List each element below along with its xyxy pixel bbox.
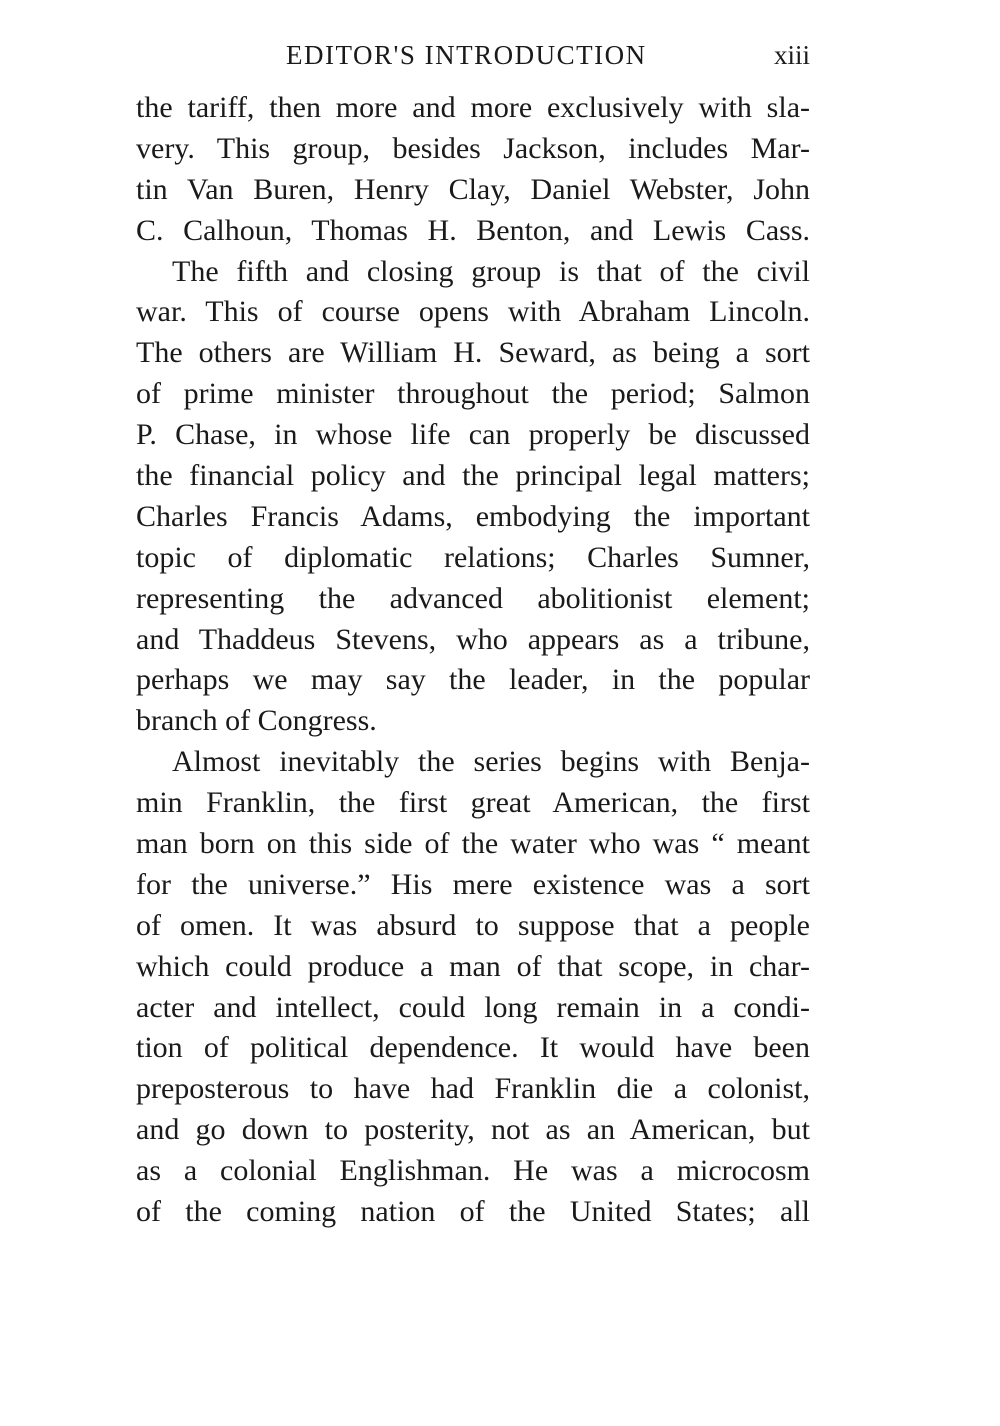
paragraph-2 (136, 252, 810, 743)
paragraph-1 (136, 88, 810, 252)
paragraph-3 (136, 742, 810, 1233)
text-line: which could produce a man of that scope, in char- (136, 949, 810, 983)
running-head (136, 40, 810, 80)
text-line: perhaps we may say the leader, in the popular (136, 663, 810, 697)
text-line: C. Calhoun, Thomas H. Benton, and Lewis Cass. (136, 213, 810, 247)
text-line: as a colonial Englishman. He was a microcosm (136, 1154, 810, 1188)
text-line: P. Chase, in whose life can properly be discussed (136, 418, 810, 452)
text-line: and go down to posterity, not as an American, but (136, 1113, 810, 1147)
text-line: man born on this side of the water who was “ meant (136, 827, 810, 861)
text-line: of prime minister throughout the period; Salmon (136, 377, 810, 411)
text-line: Almost inevitably the series begins with Benja- (172, 745, 810, 779)
text-line: topic of diplomatic relations; Charles Sumner, (136, 540, 810, 574)
running-head-title: EDITOR'S INTRODUCTION (286, 40, 647, 70)
text-line: acter and intellect, could long remain in a condi- (136, 990, 810, 1024)
text-line: min Franklin, the first great American, the first (136, 786, 810, 820)
text-line: The others are William H. Seward, as being a sort (136, 336, 810, 370)
text-line: of omen. It was absurd to suppose that a people (136, 908, 810, 942)
text-line: and Thaddeus Stevens, who appears as a tribune, (136, 622, 810, 656)
text-line: branch of Congress. (136, 704, 377, 738)
text-line: tion of political dependence. It would have been (136, 1031, 810, 1065)
text-line: for the universe.” His mere existence was a sort (136, 867, 810, 901)
body-text (136, 88, 810, 1233)
text-line: representing the advanced abolitionist element; (136, 581, 810, 615)
text-line: of the coming nation of the United States; all (136, 1195, 810, 1229)
text-line: the tariff, then more and more exclusively with sla- (136, 91, 810, 124)
text-line: Charles Francis Adams, embodying the important (136, 499, 810, 533)
text-line: very. This group, besides Jackson, includes Mar- (136, 131, 810, 165)
text-line: preposterous to have had Franklin die a colonist, (136, 1072, 810, 1106)
text-line: war. This of course opens with Abraham Lincoln. (136, 295, 810, 329)
text-line: the financial policy and the principal legal matters; (136, 459, 810, 493)
page-number: xiii (773, 40, 810, 70)
text-line: tin Van Buren, Henry Clay, Daniel Webster, John (136, 172, 810, 206)
text-line: The fifth and closing group is that of the civil (172, 254, 810, 288)
